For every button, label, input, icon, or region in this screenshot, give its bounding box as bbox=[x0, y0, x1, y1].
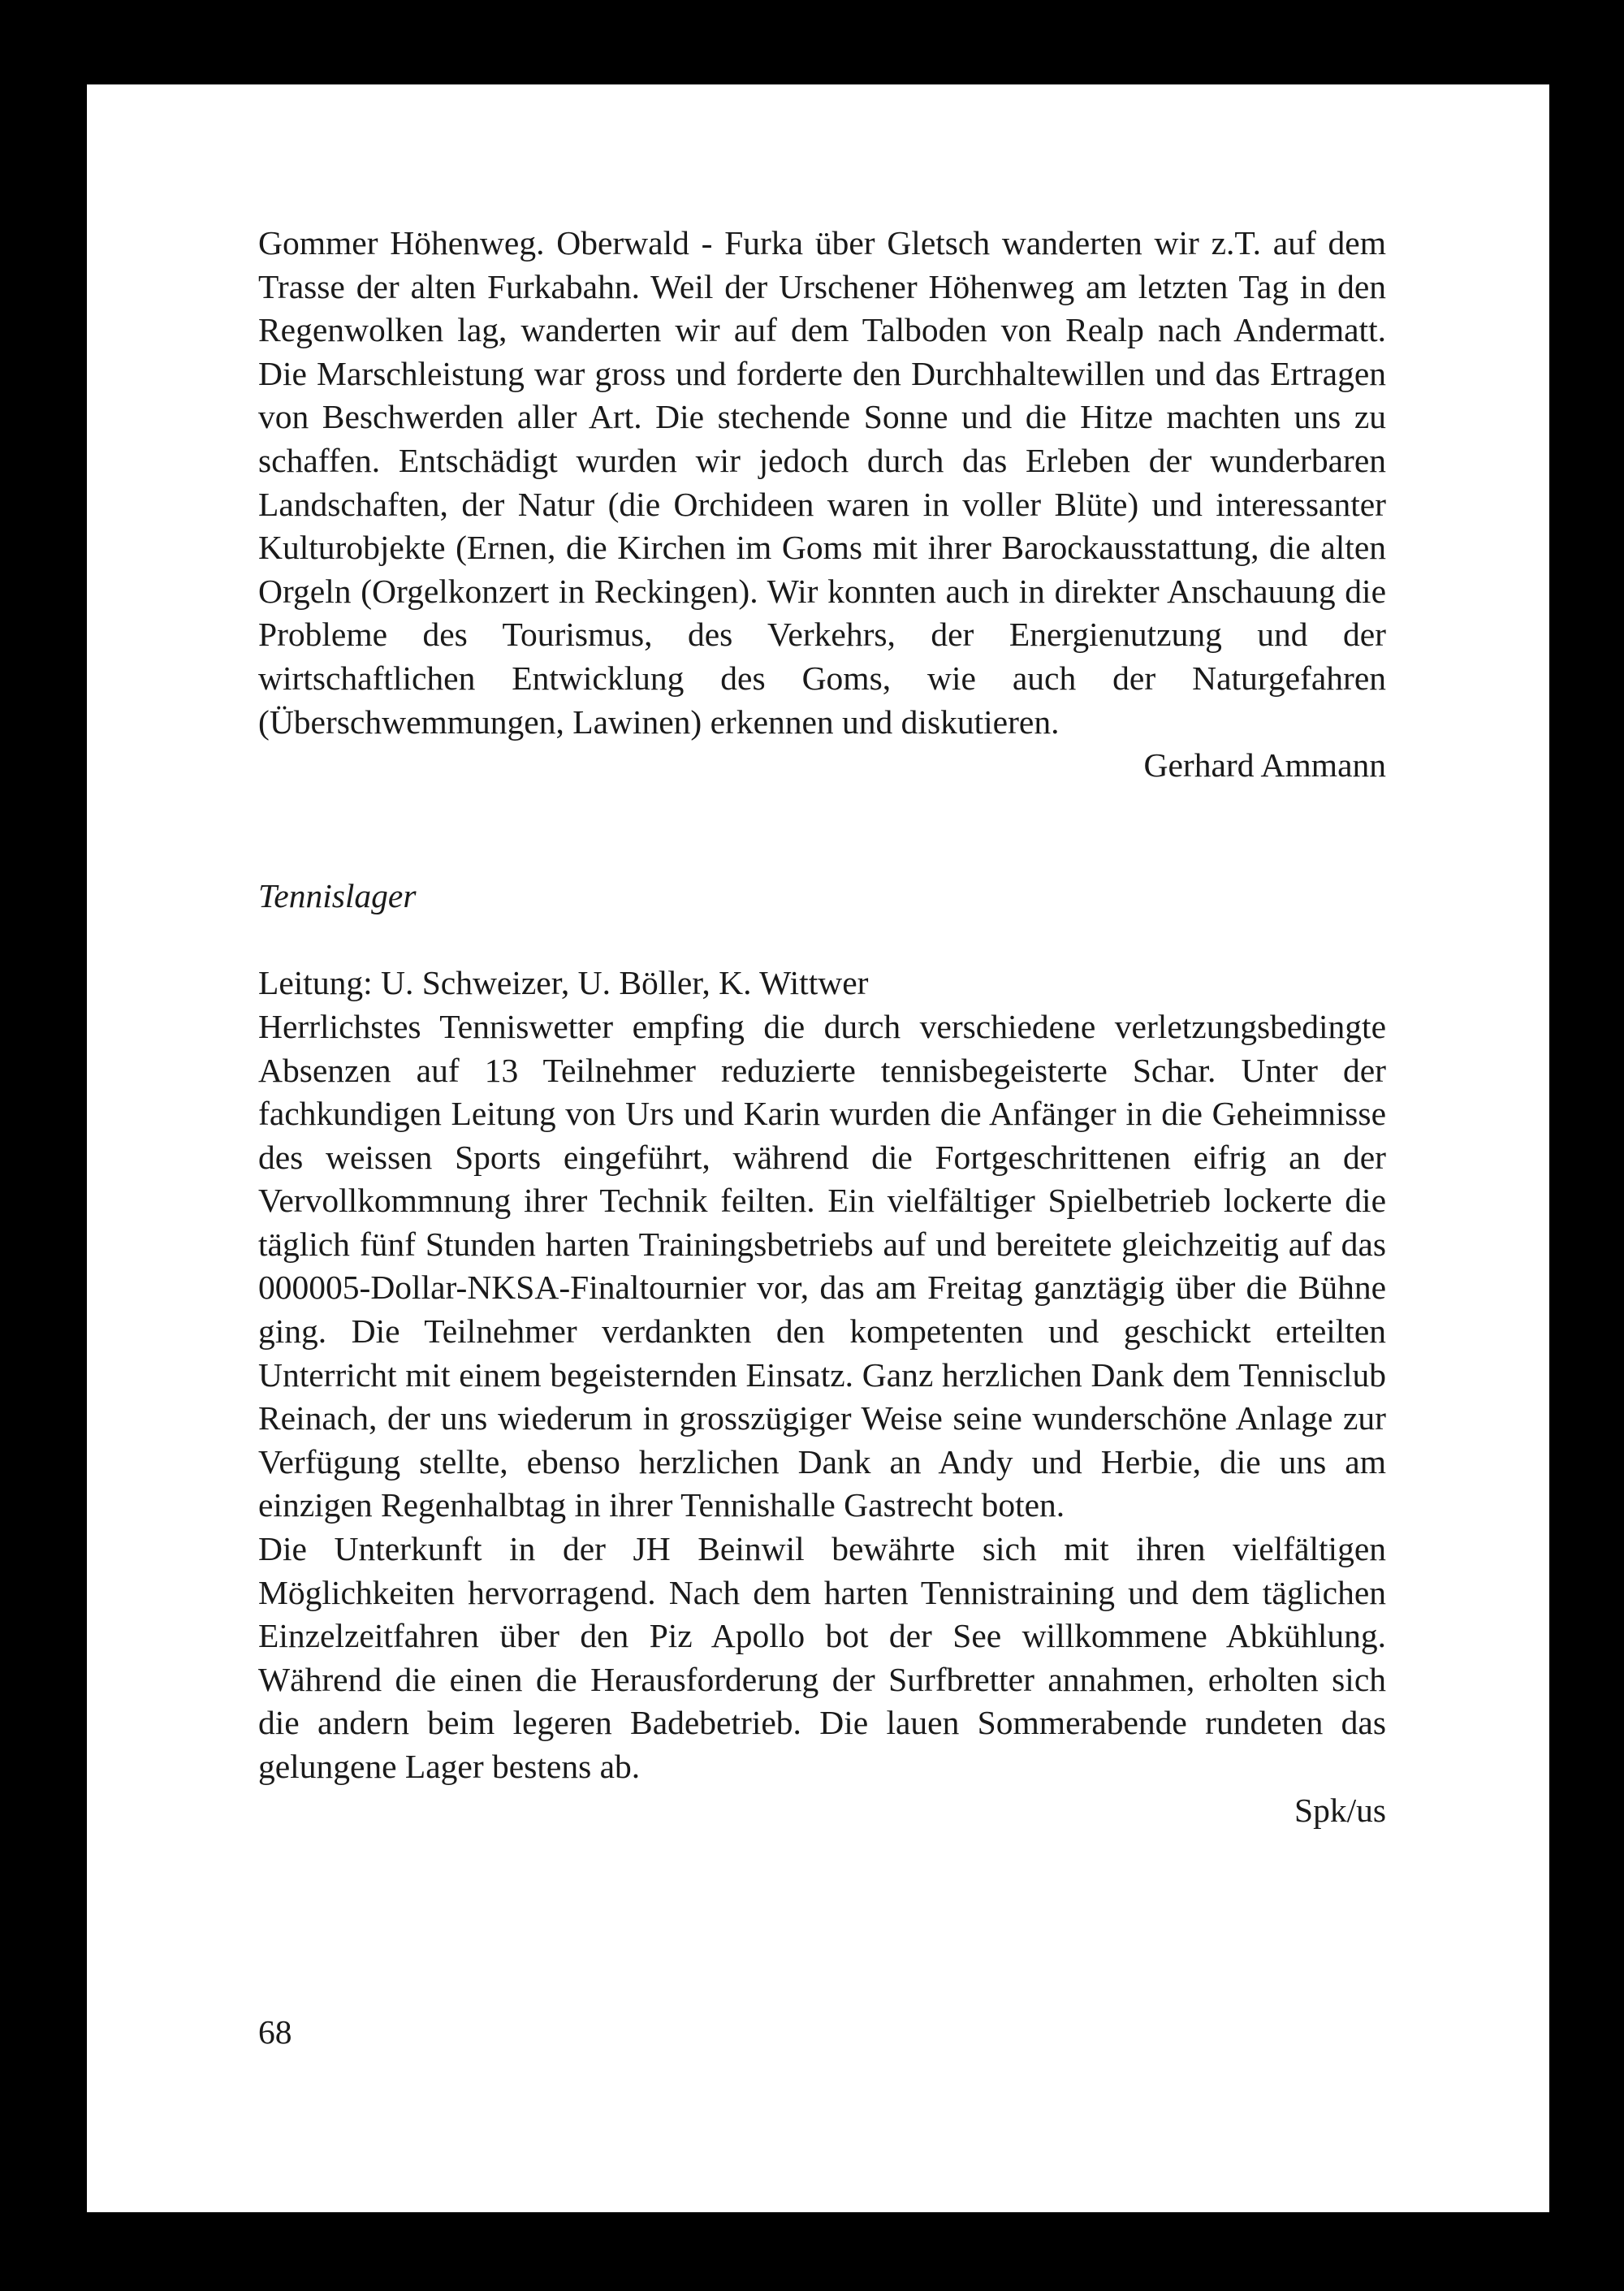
hiking-report-paragraph: Gommer Höhenweg. Oberwald - Furka über Gletsch wanderten wir z.T. auf dem Trasse der alten Furkabahn. Weil der Urschener Höhenweg am letzten Tag in den Regenwolken lag, wanderten wir auf dem Talboden von Realp nach Andermatt. Die Marschleistung war gross und forderte den Durchhaltewillen und das Ertragen von Beschwerden aller Art. Die stechende Sonne und die Hitze machten uns zu schaffen. Entschädigt wurden wir jedoch durch das Erleben der wunderbaren Landschaften, der Natur (die Orchideen waren in voller Blüte) und interessanter Kulturobjekte (Ernen, die Kirchen im Goms mit ihrer Barockausstattung, die alten Orgeln (Orgelkonzert in Reckingen). Wir konnten auch in direkter Anschauung die Probleme des Tourismus, des Verkehrs, der Energienutzung und der wirtschaftlichen Entwicklung des Goms, wie auch der Naturgefahren (Überschwemmungen, Lawinen) erkennen und diskutieren. bbox=[258, 224, 1386, 741]
page-content bbox=[258, 222, 1386, 1832]
leitung-line: Leitung: U. Schweizer, U. Böller, K. Wittwer bbox=[258, 964, 869, 1002]
tennis-report-paragraph-2: Die Unterkunft in der JH Beinwil bewährte sich mit ihren vielfältigen Möglichkeiten hervorragend. Nach dem harten Tennistraining und dem täglichen Einzelzeitfahren über den Piz Apollo bot der See willkommene Abkühlung. Während die einen die Herausforderung der Surfbretter annahmen, erholten sich die andern beim legeren Badebetrieb. Die lauen Sommerabende rundeten das gelungene Lager bestens ab. bbox=[258, 1530, 1386, 1785]
page-number: 68 bbox=[258, 2013, 292, 2051]
tennis-report-paragraph-1: Herrlichstes Tenniswetter empfing die durch verschiedene verletzungsbedingte Absenzen auf 13 Teilnehmer reduzierte tennisbegeisterte Schar. Unter der fachkundigen Leitung von Urs und Karin wurden die Anfänger in die Geheimnisse des weissen Sports eingeführt, während die Fortgeschrittenen eifrig an der Vervollkommnung ihrer Technik feilten. Ein vielfältiger Spielbetrieb lockerte die täglich fünf Stunden harten Trainingsbetriebs auf und bereitete gleichzeitig auf das 000005-Dollar-NKSA-Finaltournier vor, das am Freitag ganztägig über die Bühne ging. Die Teilnehmer verdankten den kompetenten und geschickt erteilten Unterricht mit einem begeisternden Einsatz. Ganz herzlichen Dank dem Tennisclub Reinach, der uns wiederum in grosszügiger Weise seine wunderschöne Anlage zur Verfügung stellte, ebenso herzlichen Dank an Andy und Herbie, die uns am einzigen Regenhalbtag in ihrer Tennishalle Gastrecht boten. bbox=[258, 1007, 1386, 1524]
tennis-report-signature: Spk/us bbox=[1294, 1791, 1386, 1829]
hiking-report-signature: Gerhard Ammann bbox=[1143, 746, 1386, 785]
section-title: Tennislager bbox=[258, 876, 417, 914]
document-page bbox=[87, 84, 1549, 2212]
